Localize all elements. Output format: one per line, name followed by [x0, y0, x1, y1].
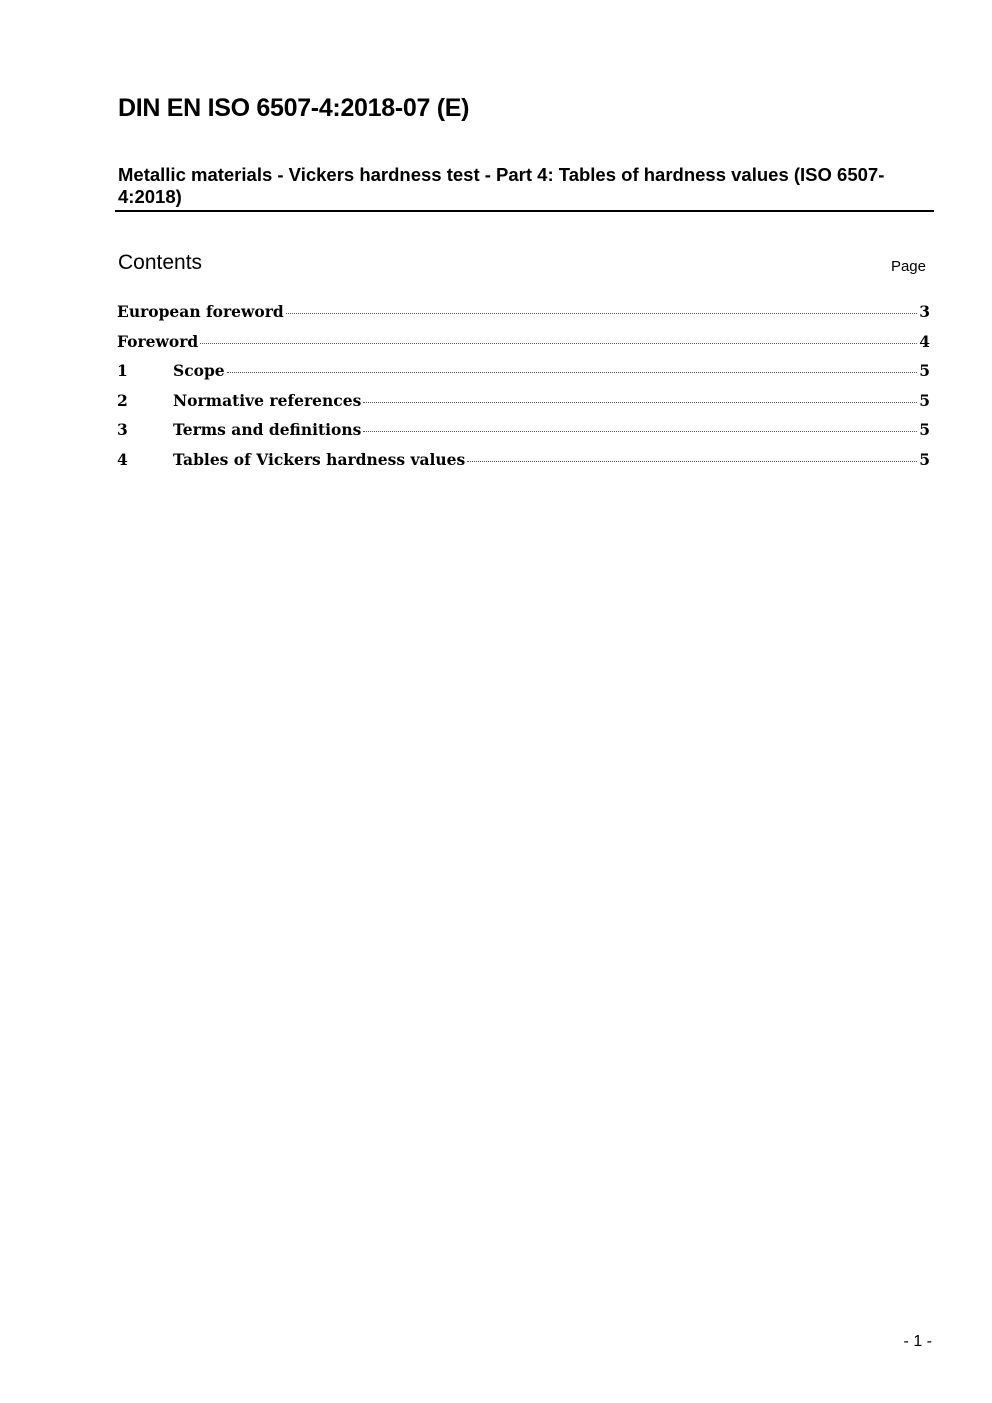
- table-of-contents: [117, 302, 930, 479]
- toc-dot-leader: [363, 431, 917, 432]
- toc-entry-number: 3: [117, 420, 128, 439]
- toc-entry-title: European foreword: [117, 302, 284, 321]
- toc-entry-page: 5: [919, 420, 930, 439]
- document-subtitle: Metallic materials - Vickers hardness test - Part 4: Tables of hardness values (ISO 6507-4:2018): [118, 164, 885, 207]
- toc-entry-page: 5: [919, 390, 930, 410]
- toc-entry-page: 4: [919, 331, 930, 351]
- toc-entry-page: 5: [919, 361, 930, 380]
- document-id: DIN EN ISO 6507-4:2018-07 (E): [118, 94, 470, 122]
- toc-dot-leader: [286, 313, 917, 314]
- contents-heading: Contents: [118, 251, 203, 274]
- toc-dot-leader: [467, 461, 917, 462]
- toc-entry-number: 4: [117, 449, 128, 469]
- page-column-label: Page: [890, 258, 926, 275]
- toc-entry-title: Foreword: [117, 331, 199, 351]
- toc-entry-number: 2: [117, 390, 128, 410]
- toc-entry-title: Normative references: [173, 390, 362, 410]
- toc-entry-title: Scope: [173, 361, 225, 380]
- toc-dot-leader: [363, 402, 917, 403]
- toc-entry-tables-of-vickers-hardness-values[interactable]: [117, 450, 930, 480]
- toc-entry-european-foreword[interactable]: [117, 302, 930, 332]
- toc-entry-title: Tables of Vickers hardness values: [173, 449, 466, 469]
- toc-entry-terms-and-definitions[interactable]: [117, 420, 930, 450]
- toc-entry-page: 3: [919, 302, 930, 321]
- toc-dot-leader: [200, 343, 917, 344]
- toc-entry-page: 5: [919, 449, 930, 469]
- toc-entry-normative-references[interactable]: [117, 391, 930, 421]
- toc-dot-leader: [227, 372, 918, 373]
- toc-entry-title: Terms and definitions: [173, 420, 362, 439]
- toc-entry-foreword[interactable]: [117, 332, 930, 362]
- title-divider: [115, 210, 934, 212]
- toc-entry-number: 1: [117, 361, 128, 380]
- toc-entry-scope[interactable]: [117, 361, 930, 391]
- footer-page-number: - 1 -: [903, 1333, 932, 1350]
